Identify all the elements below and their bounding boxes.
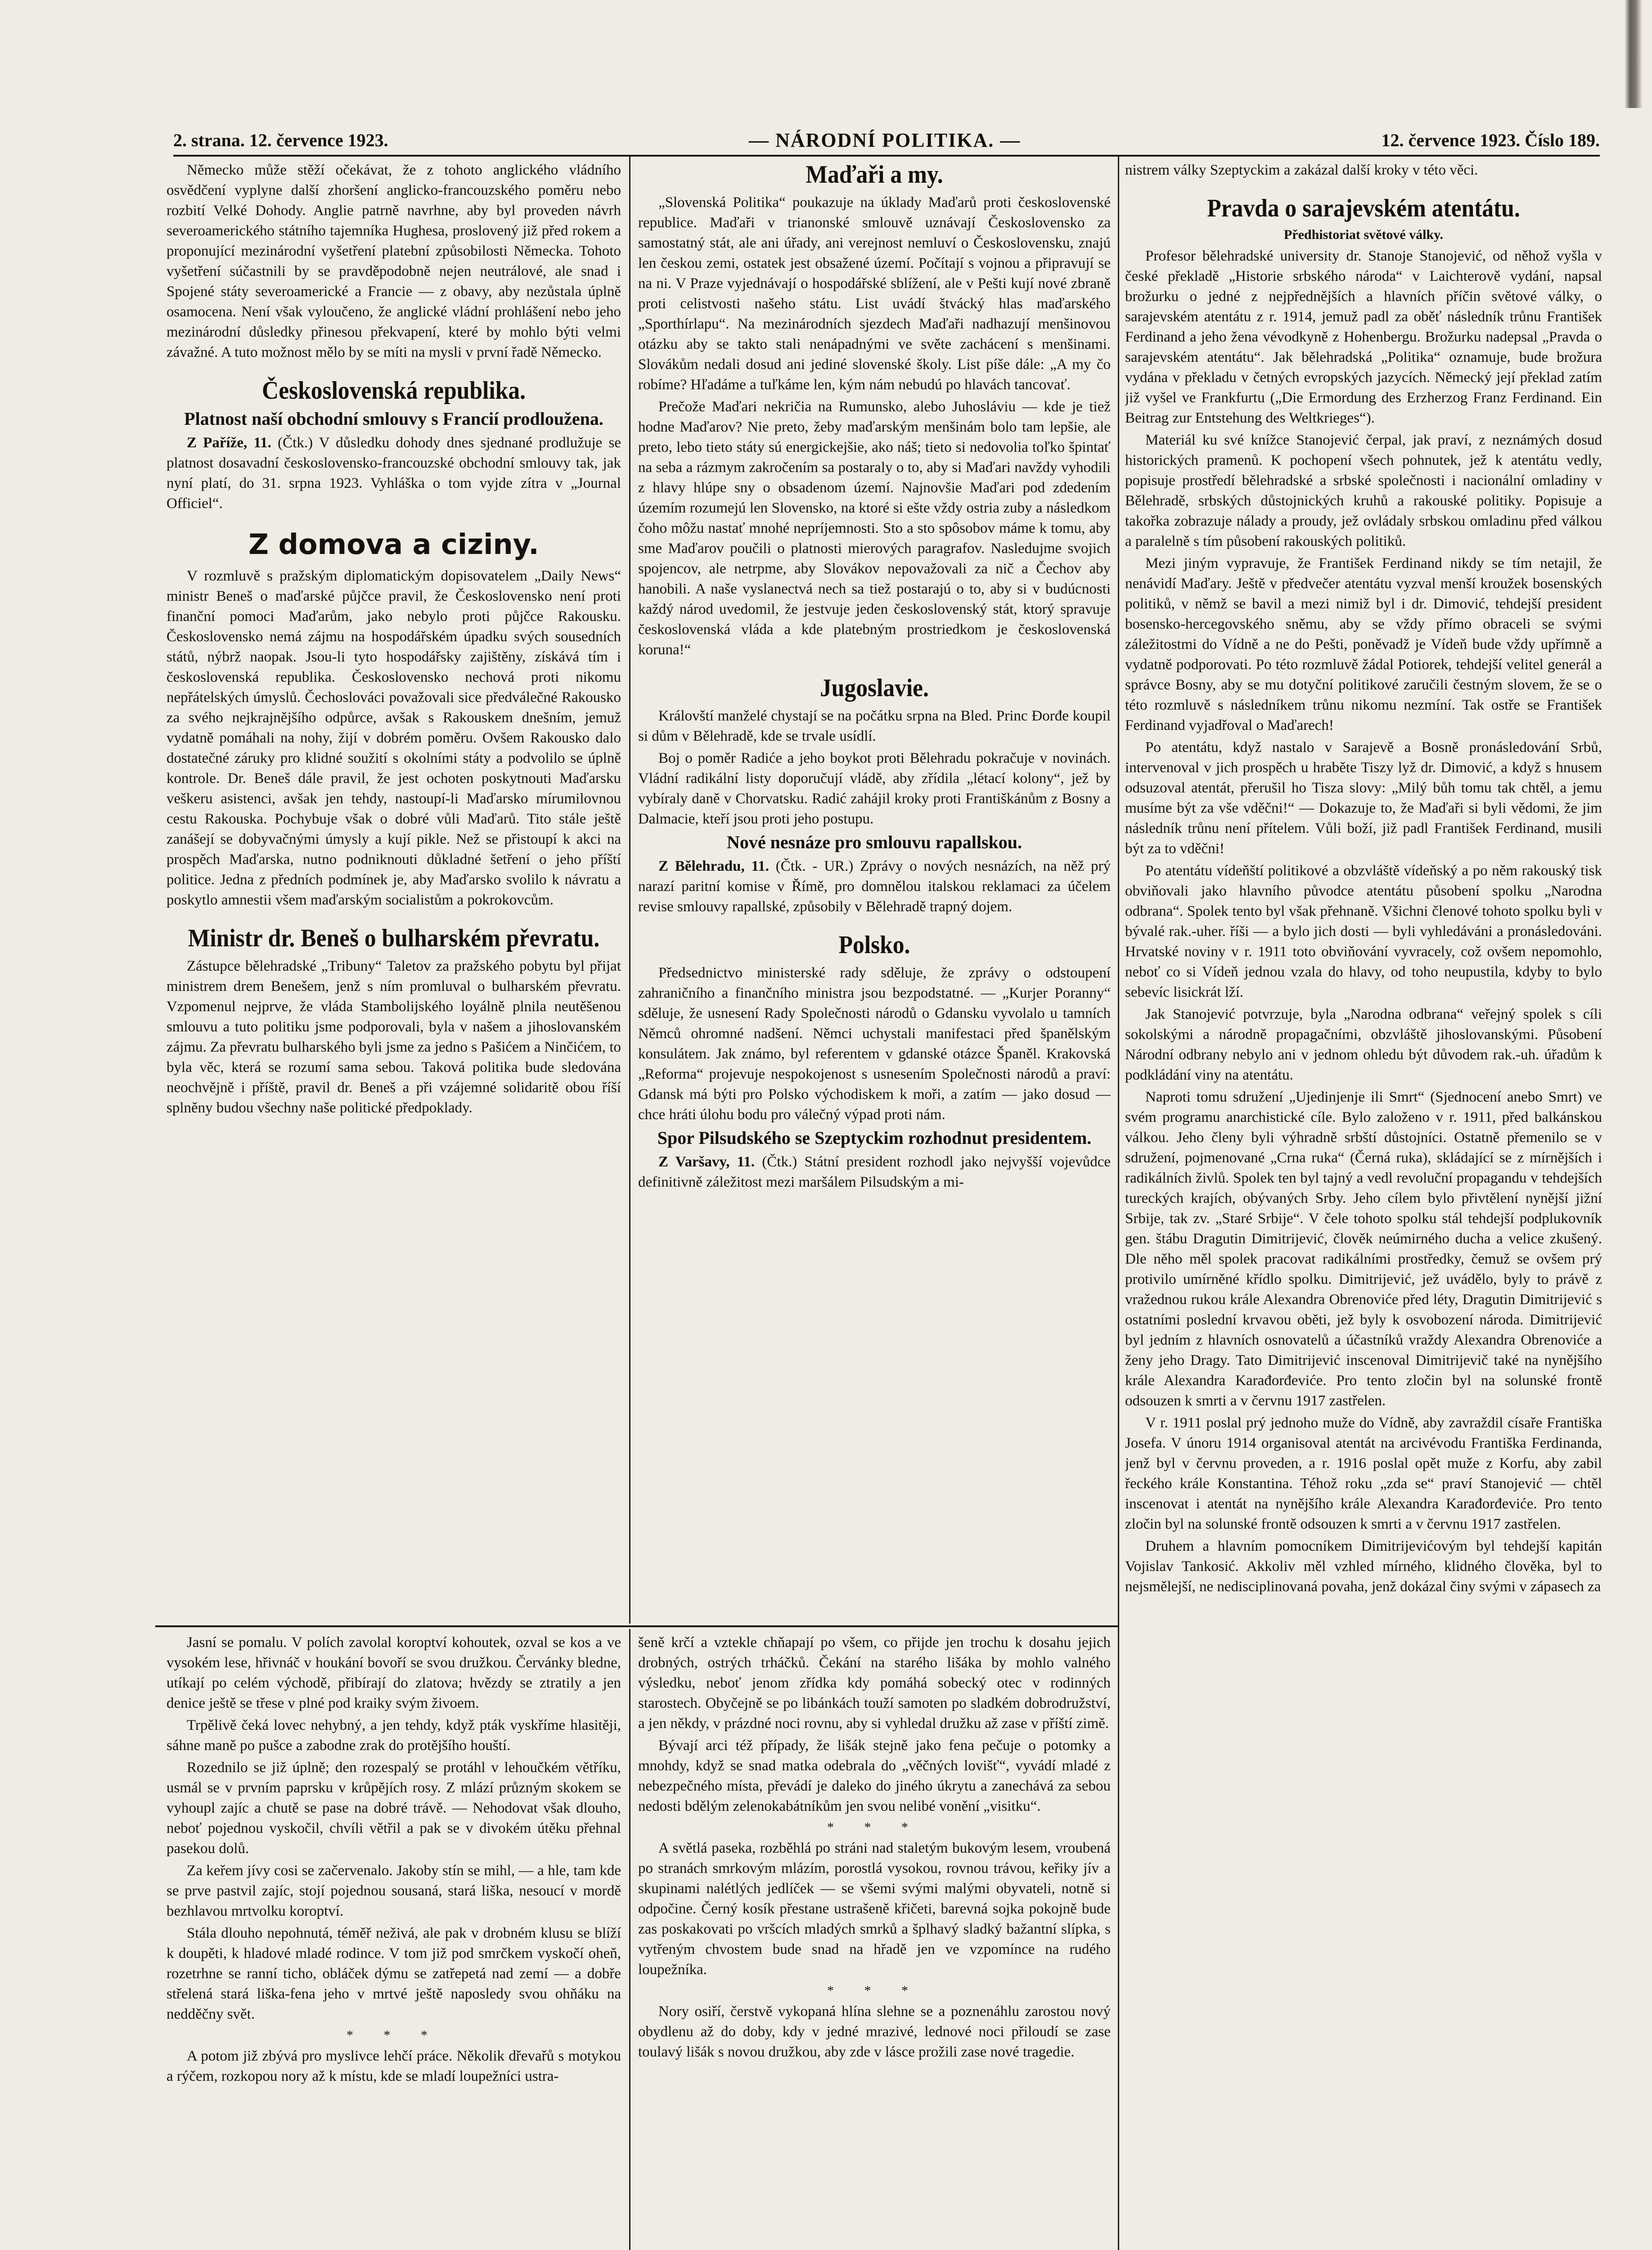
article-paragraph: V rozmluvě s pražským diplomatickým dopisovatelem „Daily News“ ministr Beneš o maďarské půjčce pravil, že Československo není proti finanční pomoci Maďarům, jako nebylo proti půjčce Rakousku. Československo nemá zájmu na hospodářském úpadku svých sousedních států, nýbrž naopak. Jsou-li tyto hospodářsky zajištěny, získává tím i československá republika. Československo nechová proti nikomu nepřátelských úmyslů. Čechoslováci považovali sice předválečné Rakousko za svého nejkrajnějšího odpůrce, avšak s Rakouskem dnešním, jemuž vydatně pomáhali na nohy, žijí v dobrém poměru. Ovšem Rakousko dalo dostatečné záruky pro klidné soužití s okolními státy a podvolilo se úplně kontrole. Dr. Beneš dále pravil, že jest ochoten poskytnouti Maďarsku veškeru asistenci, avšak jen tehdy, nastoupí-li Maďarsko mírumilovnou cestu Rakouska. Pochybuje však o dobré vůli Maďarů. Tito stále ještě zanášejí se dobyvačnými úmysly a kují pikle. Než se přistoupí k akci na prospěch Maďarska, nutno podniknouti důkladné šetření o jeho příští politice. Jedna z předních podmínek je, aby Maďarsko svolilo k návratu a poskytlo amnestii všem maďarským socialistům a pokrokovcům. [167, 568, 621, 908]
article-paragraph: Jak Stanojević potvrzuje, byla „Narodna odbrana“ veřejný spolek s cíli sokolskými a národně propagačními, obzvláště jihoslovanskými. Působení Národní odbrany nebylo ani v jednom ohledu být důvodem rak.-uh. úřadům k podkládání viny na atentátu. [1125, 1006, 1602, 1083]
section-divider: * * * [827, 1820, 922, 1835]
article-paragraph: Materiál ku své knížce Stanojević čerpal, jak praví, z neznámých dosud historických pramenů. K pochopení všech pohnutek, jež k atentátu vedly, popisuje prostředí bělehradské a srbské společnosti i nacionální omladiny v Bělehradě, srbských důstojnických kruhů a rakouské politiky. Popisuje a takořka zobrazuje nálady a proudy, jež ovládaly srbskou omladinu před válkou a paralelně s tím působení rakouských politiků. [1125, 432, 1602, 549]
article-paragraph: Mezi jiným vypravuje, že František Ferdinand nikdy se tím netajil, že nenávidí Maďary. Ještě v předvečer atentátu vyzval menší kroužek bosenských politiků, v němž se bavil a mezi nimiž byl i dr. Dimović, tehdejší president bosensko-hercegovského sněmu, aby se vždy přímo obraceli se svými záležitostmi do Vídně a ne do Pešti, poněvadž je Vídeň bude vždy upřímně a vydatně podporovati. Po této rozmluvě žádal Potiorek, tehdejší velitel generál a správce Bosny, aby se mu dotyční politikové zaručili čestným slovem, že se o této rozmluvě s následníkem trůnu nikomu nezmíní. Tak ostře se František Ferdinand vyjadřoval o Maďarech! [1125, 555, 1602, 734]
column-1 [167, 160, 621, 1622]
article-paragraph: nistrem války Szeptyckim a zakázal další kroky v této věci. [1125, 162, 1478, 178]
article-paragraph: Druhem a hlavním pomocníkem Dimitrijevićovým byl tehdejší kapitán Vojislav Tankosić. Akkoliv měl vzhled mírného, klidného člověka, byl to nejsmělejší, ne nedisciplinovaná povaha, jenž dokázal činy svými v zápasech za [1125, 1538, 1602, 1595]
article-text: (Čtk.) V důsledku dohody dnes sjednané prodlužuje se platnost dosavadní československo-francouzské obchodní smlouvy tak, jak nyní platí, do 31. srpna 1923. Vyhláška o tom vyjde zítra v „Journal Officiel“. [167, 435, 621, 512]
feuilleton-paragraph: Trpělivě čeká lovec nehybný, a jen tehdy, když pták vyskříme hlasitěji, sáhne maně po pušce a zabodne zrak do protějšího houští. [167, 1717, 621, 1754]
article-paragraph: Prečože Maďari nekričia na Rumunsko, alebo Juhosláviu — kde je tiež hodne Maďarov? Nie preto, žeby maďarským menšinám bolo tam lepšie, ale preto, lebo tieto státy sú energickejšie, ako náš; tieto si nedovolia toľko špintať na seba a rázmym zakročením sa postaraly o to, aby si Maďari navždy vyhodili z hlavy hlúpe sny o obsadenom území. Najnovšie Maďari pod zdedením územím rozumejú len Slovensko, na ktoré si ešte vždy ostria zuby a následkom čoho môžu nastať mnohé nepríjemnosti. Sto a sto spôsobov máme k tomu, aby sme Maďarov poučili o platnosti mierových paragrafov. Nasledujme svojich spojencov, ale netrpme, aby Slovákov nepovažovali za nič a Čechov aby hanobili. A naše vyslanectvá nech sa tiež postarajú o to, aby si v budúcnosti každý národ uvedomil, že jestvuje jeden československý stát, ktorý spravuje československá vláda a kde platebným prostriedkom je československá koruna!“ [638, 399, 1111, 658]
page-header [173, 127, 1600, 153]
feuilleton-paragraph: Nory osiří, čerstvě vykopaná hlína slehne se a poznenáhlu zarostou nový obydlenu až do doby, kdy v jedné mrazivé, lednové noci přiloudí se zase toulavý lišák s novou družkou, aby zde v lásce prožili zase nové tragedie. [638, 2003, 1111, 2060]
article-paragraph: Zástupce bělehradské „Tribuny“ Taletov za pražského pobytu byl přijat ministrem drem Benešem, jenž s ním promluval o bulharském převratu. Vzpomenul nejprve, že vláda Stambolijského loyálně plnila neutěšenou smlouvu a tuto politiku jsme podporovali, byla v našem a jihoslovanském zájmu. Za převratu bulharského byli jsme za jedno s Pašićem a Ninčićem, to byla věc, která se rozumí sama sebou. Taková politika bude sledována neochvějně i příště, pravil dr. Beneš a při vzájemné solidaritě obou říší splněny budou všechny naše politické předpoklady. [167, 958, 621, 1116]
section-heading: Polsko. [838, 931, 910, 959]
dateline: Z Bělehradu, 11. [658, 858, 769, 874]
article-subheading: Platnost naší obchodní smlouvy s Francií prodloužena. [184, 409, 603, 429]
feuilleton-column-1 [167, 1633, 621, 2250]
article-paragraph: Boj o poměr Radiće a jeho boykot proti Bělehradu pokračuje v novinách. Vládní radikální listy doporučují vládě, aby zřídila „létací kolony“, jež by vybíraly daně v Chorvatsku. Radić zahájil kroky proti Františkánům z Bosny a Dalmacie, kteří jsou proti jeho postupu. [638, 750, 1111, 827]
header-rule [173, 155, 1600, 157]
masthead-title: — NÁRODNÍ POLITIKA. — [748, 129, 1021, 151]
article-paragraph: Předsednictvo ministerské rady sděluje, že zprávy o odstoupení zahraničního a finančního ministra jsou bezpodstatné. — „Kurjer Poranny“ sděluje, že usnesení Rady Společnosti národů o Gdansku vyvolalo u tamních Němců ohromné nadšení. Němci uchystali manifestaci před španělským konsulátem. Jak známo, byl referentem v gdanské otázce Španěl. Krakovská „Reforma“ projevuje nespokojenost s usnesením Společnosti národů a praví: Gdansk má býti pro Polsko východiskem k moři, a zatím — jako dosud — chce hráti úlohu bodu pro válečný výpad proti nám. [638, 965, 1111, 1123]
feuilleton-paragraph: A potom již zbývá pro myslivce lehčí práce. Několik dřevařů s motykou a rýčem, rozkopou nory až k místu, kde se mladí loupežníci ustra- [167, 2048, 621, 2084]
article-paragraph: Německo může stěží očekávat, že z tohoto anglického vládního osvědčení vyplyne další zhoršení anglicko-francouzského poměru nebo rozbití Velké Dohody. Anglie patrně navrhne, aby byl proveden návrh severoamerického státního tajemníka Hughesa, proslovený již před rokem a proponující mezinárodní vyšetření platební způsobilosti Německa. Tohoto vyšetření súčastnili by se pravděpodobně nejen neutrálové, ale snad i Spojené státy severoamerické a Francie — z obavy, aby nezůstala úplně osamocena. Není však vyloučeno, že anglické vládní prohlášení nebo jeho mezinárodní důsledky přinesou překvapení, které by mohlo býti velmi závažné. A tuto možnost mělo by se míti na mysli v první řadě Německo. [167, 162, 621, 360]
feuilleton-column-rule [629, 1629, 630, 2250]
feuilleton-paragraph: A světlá paseka, rozběhlá po stráni nad staletým bukovým lesem, vroubená po stranách smrkovým mlázím, porostlá vysokou, rovnou trávou, keřiky jív a skupinami nalétlých jedlíček — se všemi svými malými obyvateli, notně si odpočine. Černý kosík přestane ustrašeně křičeti, barevná sojka pokojně bude zas poskakovati po vršcích mladých smrků a šplhavý sladký bažantní slípka, s vytřeným chvostem bude snad na hřadě jen ve vzpomínce na rudého loupežníka. [638, 1840, 1111, 1978]
column-3 [1125, 160, 1602, 2250]
article-paragraph: Naproti tomu sdružení „Ujedinjenje ili Smrt“ (Sjednocení anebo Smrt) ve svém programu anarchistické cíle. Bylo založeno v r. 1911, před balkánskou válkou. Jeho členy byli výhradně srbští důstojníci. Ostatně přemenilo se v sdružení, pojmenované „Crna ruka“ (Černá ruka), skládající se z mírnějších i radikálních živlů. Spolek ten byl tajný a vedl revoluční propagandu v tehdejších tureckých krajích, obývaných Srby. Jeho cílem bylo přivtělení nynější jižní Srbije, tak zv. „Staré Srbije“. V čele tohoto spolku stál tehdejší podplukovník gen. štábu Dragutin Dimitrijević, člověk neúmirného ducha a velice zkušený. Dle něho měl spolek pracovat radikálními prostředky, čemuž se ovšem prý protivilo umírněné křídlo spolku. Dimitrijević, jež uvádělo, byly to právě z vražednou rukou krále Alexandra Obrenoviće před léty, Dragutin Dimitrijević s ostatními poslední krvavou oběti, jež byly k osvobození národa. Dimitrijević byl jedním z hlavních osnovatelů a účastníků vraždy Alexandra Obrenoviće a ženy jeho Dragy. Tato Dimitrijević inscenoval Dimitrijevič také na nynějšího krále Alexandra Karađorđeviće. Pro tento zločin byl na solunské frontě odsouzen k smrti a v červnu 1917 zastřelen. [1125, 1089, 1602, 1409]
section-divider: * * * [347, 2028, 441, 2043]
article-heading: Pravda o sarajevském atentátu. [1207, 194, 1520, 222]
section-heading: Z domova a ciziny. [248, 528, 539, 561]
article-paragraph: Královští manželé chystají se na počátku srpna na Bled. Princ Đorđe koupil si dům v Bělehradě, kde se trvale usídlí. [638, 708, 1111, 744]
column-2 [638, 160, 1111, 1622]
scan-mark [1625, 0, 1643, 108]
feuilleton-paragraph: Bývají arci též případy, že lišák stejně jako fena pečuje o potomky a mnohdy, když se snad matka odebrala do „věčných lovišť“, vyvádí mladé z nebezpečného místa, převádí je daleko do jiného úkrytu a zanechává za sebou nedosti bdělým zelenokabátníkům jen svou nelibé vonění „visitku“. [638, 1737, 1111, 1814]
article-text: (Čtk. - UR.) Zprávy o nových nesnázích, na něž prý narazí paritní komise v Římě, pro domnělou italskou reklamaci za účelem revise smlouvy rapallské, způsobily v Bělehradě trapný dojem. [638, 858, 1111, 915]
article-subheading: Předhistoriat světové války. [1283, 227, 1444, 242]
feuilleton-paragraph: Stála dlouho nepohnutá, téměř neživá, ale pak v drobném klusu se blíží k doupěti, k hladové mladé rodince. V tom již pod smrčkem vyskočí oheň, rozetrhne se ranní ticho, obláček dýmu se zatřepetá nad zemí — a dobře střelená stará liška-fena jeho v mrtvé ještě naposledy svou ohňáku na nedděčny svět. [167, 1925, 621, 2022]
article-paragraph: Po atentátu vídeňští politikové a obzvláště vídeňský a po něm rakouský tisk obviňovali jako hlavního původce atentátu působení spolku „Narodna odbrana“. Spolek tento byl však přehnaně. Všichni členové tohoto spolku byli v bývalé rak.-uher. říši — a bylo jich dosti — byli vyhledáváni a pronásledováni. Hrvatské noviny v r. 1911 toto obviňování vyvracely, což ovšem nepomohlo, neboť co si Vídeň jednou vzala do hlavy, od toho neupustila, kdyby to bylo sebevíc lisickrát lží. [1125, 863, 1602, 1000]
article-heading: Maďaři a my. [806, 161, 943, 189]
article-heading: Ministr dr. Beneš o bulharském převratu. [188, 924, 600, 952]
article-paragraph: „Slovenská Politika“ poukazuje na úklady Maďarů proti československé republice. Maďaři v trianonské smlouvě uznávají Československo za samostatný stát, ale ani úřady, ani verejnost nemluví o Československu, znajú len českou zemi, ostatek jest obsažené území. Počítají s vojnou a připravují se na ni. V Praze vyjednávají o hospodářské sblížení, ale v Pešti kují nové zbraně proti celistvosti našeho státu. List uvádí štvácký hlas maďarského „Sporthírlapu“. Na mezinárodních sjezdech Maďaři nadhazují menšinovou otázku aby se takto stali nenápadnými ve světe zachácení s menšinami. Slovákům nedali dosud ani jediné slovenské školy. List píše dále: „A my čo robíme? Hľadáme a tuľkáme len, kým nám nebudú po hlavách tancovať. [638, 194, 1111, 393]
article-subheading: Spor Pilsudského se Szeptyckim rozhodnut presidentem. [657, 1128, 1092, 1148]
feuilleton-rule [155, 1625, 1118, 1627]
dateline: Z Paříže, 11. [187, 435, 271, 451]
article-subheading: Nové nesnáze pro smlouvu rapallskou. [726, 832, 1022, 852]
header-left: 2. strana. 12. července 1923. [173, 130, 388, 150]
article-paragraph: Profesor bělehradské university dr. Stanoje Stanojević, od něhož vyšla v české překladě „Historie srbského národa“ v Laichterově vydání, napsal brožurku o jedné z nejpřednějších a hlavních příčin světové války, o sarajevském atentátu z r. 1914, jemuž padl za oběť následník trůnu František Ferdinand a jeho žena vévodkyně z Hohenbergu. Brožurku nadepsal „Pravda o sarajevském atentátu“. Jak bělehradská „Politika“ oznamuje, bude brožura vydána v překladu v četných evropských jazycích. Německý její překlad zatím již vyšel ve Frankfurtu („Die Ermordung des Erzherzog Franz Ferdinand. Ein Beitrag zur Entstehung des Weltkrieges“). [1125, 248, 1602, 426]
feuilleton-paragraph: Za keřem jívy cosi se začervenalo. Jakoby stín se mihl, — a hle, tam kde se prve pastvil zajíc, stojí pojednou sousaná, stará liška, nesoucí v mordě bezhlavou mrtvolku koroptví. [167, 1863, 621, 1919]
article-paragraph: V r. 1911 poslal prý jednoho muže do Vídně, aby zavraždil císaře Františka Josefa. V únoru 1914 organisoval atentát na arcivévodu Františka Ferdinanda, jenž byl v červnu proveden, a r. 1916 poslal opět muže z Korfu, aby zabil řeckého krále Konstantina. Téhož roku „zda se“ praví Stanojević — chtěl inscenovat i atentát na nynějšího krále Alexandra Karađorđeviće. Pro tento zločin byl na solunské frontě odsouzen k smrti a v červnu 1917 zastřelen. [1125, 1415, 1602, 1532]
article-paragraph: Po atentátu, když nastalo v Sarajevě a Bosně pronásledování Srbů, intervenoval v jich prospěch u hraběte Tiszy lyž dr. Dimović, a když s hnusem odsuzoval atentát, přerušil ho Tisza slovy: „Milý bůh tomu tak chtěl, a jemu musíme být za vše vděčni!“ — Dokazuje to, že Maďaři si byli vědomi, že jim následník trůnu není přítelem. Vůli boží, již padl František Ferdinand, musili být za to vděčni! [1125, 739, 1602, 857]
column-rule-1 [629, 157, 630, 1624]
feuilleton-column-2 [638, 1633, 1111, 2250]
column-rule-2 [1118, 157, 1119, 2250]
section-heading: Československá republika. [262, 377, 526, 405]
feuilleton-paragraph: Rozednilo se již úplně; den rozespalý se protáhl v lehoučkém větříku, usmál se v prvním paprsku v krůpějích rosy. Z mlází průzným skokem se vyhoupl zajíc a chutě se pase na dobré trávě. — Nehodovat však dlouho, neboť pojednou vyskočil, chvíli větřil a pak se v divokém útěku přehnal pasekou dolů. [167, 1760, 621, 1857]
section-heading: Jugoslavie. [820, 674, 929, 702]
section-divider: * * * [827, 1983, 922, 1998]
article-text: (Čtk.) Státní president rozhodl jako nejvyšší vojevůdce definitivně záležitost mezi maršálem Pilsudským a mi- [638, 1154, 1111, 1190]
feuilleton-paragraph: Jasní se pomalu. V polích zavolal koroptví kohoutek, ozval se kos a ve vysokém lese, hřivnáč v houkání bovoří se svou družkou. Červánky bledne, utíkají po celém východě, přibírají do zlatova; hvězdy se ztratily a jen denice ještě se třese v plné pod kraiky svým živoem. [167, 1634, 621, 1711]
feuilleton-paragraph: šeně krčí a vztekle chňapají po všem, co přijde jen trochu k dosahu jejich drobných, ostrých trháčků. Čekání na starého lišáka by mohlo valného výsledku, neboť jenom zřídka kdy pomáhá sobecký otec v rodinných starostech. Obyčejně se po libánkách touží samoten po sladkém dobrodružství, a jen někdy, v prázdné noci rovnu, aby si vyhledal družku až zase v příští zimě. [638, 1634, 1111, 1732]
header-right: 12. července 1923. Číslo 189. [1381, 130, 1600, 150]
dateline: Z Varšavy, 11. [658, 1154, 755, 1170]
